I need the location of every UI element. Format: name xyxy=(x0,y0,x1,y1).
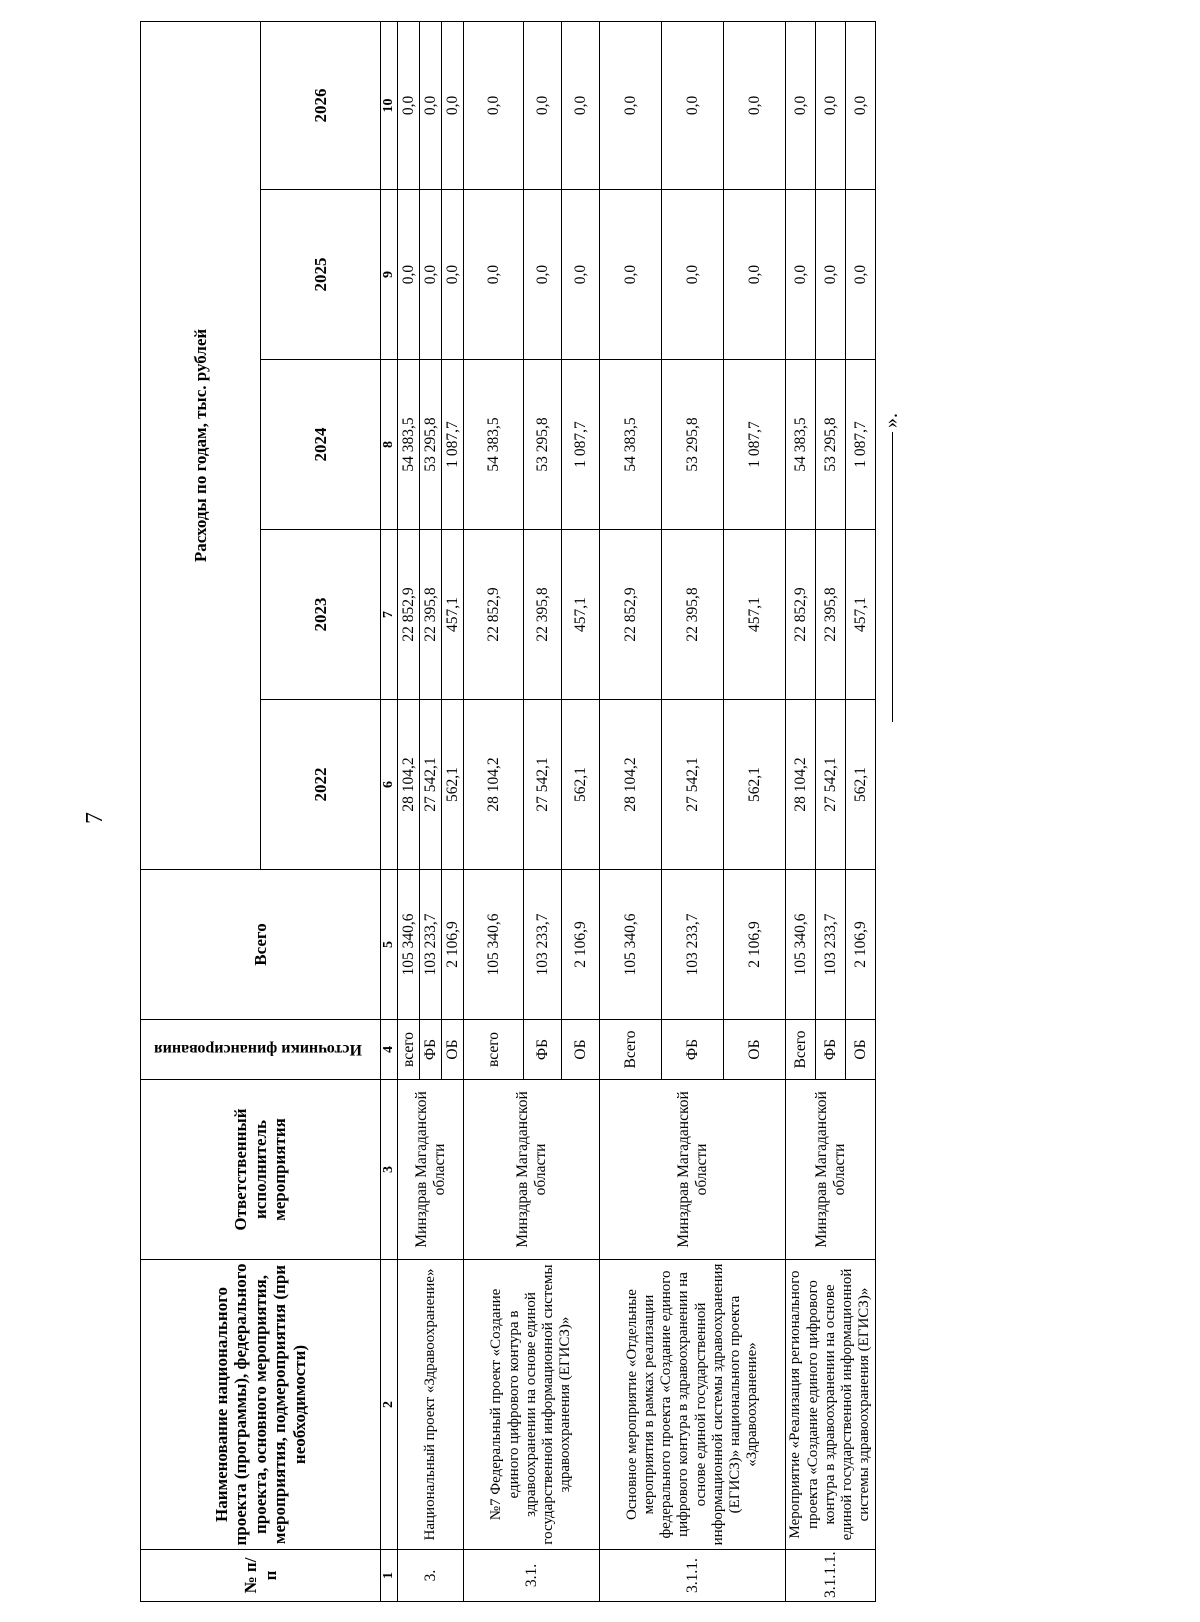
row-number: 3.1.1.1. xyxy=(786,1550,876,1602)
cell-total: 103 233,7 xyxy=(524,870,562,1020)
cell-total: 105 340,6 xyxy=(398,870,420,1020)
cell-2026: 0,0 xyxy=(442,21,464,189)
cell-2023: 457,1 xyxy=(724,530,786,700)
cell-source: всего xyxy=(464,1020,524,1080)
cell-2024: 53 295,8 xyxy=(662,360,724,530)
cell-2025: 0,0 xyxy=(562,190,600,360)
cell-total: 2 106,9 xyxy=(562,870,600,1020)
column-number: 4 xyxy=(381,1020,398,1080)
table-body xyxy=(381,21,876,1601)
cell-2026: 0,0 xyxy=(846,21,876,189)
cell-2024: 54 383,5 xyxy=(786,360,816,530)
cell-2026: 0,0 xyxy=(398,21,420,189)
cell-total: 2 106,9 xyxy=(442,870,464,1020)
column-number: 3 xyxy=(381,1080,398,1260)
cell-2024: 53 295,8 xyxy=(524,360,562,530)
table-row xyxy=(464,21,524,1601)
cell-2026: 0,0 xyxy=(816,21,846,189)
cell-2024: 54 383,5 xyxy=(464,360,524,530)
row-name: №7 Федеральный проект «Создание единого цифрового контура в здравоохранении на основе единой государственной информационной системы здравоохранения (ЕГИСЗ)» xyxy=(464,1260,600,1550)
closing-mark xyxy=(880,413,903,722)
row-number: 3. xyxy=(398,1550,464,1602)
closing-line xyxy=(892,432,893,722)
cell-2026: 0,0 xyxy=(464,21,524,189)
row-executor: Минздрав Магаданской области xyxy=(464,1080,600,1260)
cell-total: 103 233,7 xyxy=(420,870,442,1020)
cell-2025: 0,0 xyxy=(398,190,420,360)
page-number: 7 xyxy=(82,812,108,824)
column-number: 5 xyxy=(381,870,398,1020)
header-source-label: Источники финансирования xyxy=(154,1041,363,1059)
cell-2025: 0,0 xyxy=(846,190,876,360)
column-number: 7 xyxy=(381,530,398,700)
cell-2023: 22 852,9 xyxy=(398,530,420,700)
cell-source: ФБ xyxy=(816,1020,846,1080)
cell-2024: 1 087,7 xyxy=(724,360,786,530)
cell-2023: 457,1 xyxy=(846,530,876,700)
cell-source: ОБ xyxy=(846,1020,876,1080)
cell-2023: 457,1 xyxy=(442,530,464,700)
cell-total: 2 106,9 xyxy=(724,870,786,1020)
cell-2026: 0,0 xyxy=(662,21,724,189)
cell-2024: 53 295,8 xyxy=(816,360,846,530)
column-number: 10 xyxy=(381,21,398,189)
cell-2024: 1 087,7 xyxy=(562,360,600,530)
header-year: 2023 xyxy=(261,530,381,700)
cell-2024: 54 383,5 xyxy=(398,360,420,530)
header-year: 2026 xyxy=(261,21,381,189)
column-number: 6 xyxy=(381,700,398,870)
cell-total: 105 340,6 xyxy=(786,870,816,1020)
header-year: 2022 xyxy=(261,700,381,870)
column-number: 9 xyxy=(381,190,398,360)
cell-2023: 22 852,9 xyxy=(786,530,816,700)
cell-2022: 562,1 xyxy=(724,700,786,870)
header-executor: Ответственный исполнитель мероприятия xyxy=(141,1080,381,1260)
cell-2023: 22 395,8 xyxy=(420,530,442,700)
row-number: 3.1. xyxy=(464,1550,600,1602)
cell-2022: 28 104,2 xyxy=(600,700,662,870)
cell-2025: 0,0 xyxy=(816,190,846,360)
header-total: Всего xyxy=(141,870,381,1020)
cell-2022: 27 542,1 xyxy=(662,700,724,870)
cell-source: ОБ xyxy=(442,1020,464,1080)
cell-2025: 0,0 xyxy=(724,190,786,360)
cell-2023: 22 852,9 xyxy=(600,530,662,700)
cell-2023: 22 395,8 xyxy=(662,530,724,700)
cell-2022: 28 104,2 xyxy=(398,700,420,870)
cell-2024: 1 087,7 xyxy=(442,360,464,530)
cell-2022: 28 104,2 xyxy=(464,700,524,870)
cell-2026: 0,0 xyxy=(420,21,442,189)
cell-2026: 0,0 xyxy=(724,21,786,189)
cell-total: 105 340,6 xyxy=(600,870,662,1020)
cell-2025: 0,0 xyxy=(786,190,816,360)
cell-source: ФБ xyxy=(420,1020,442,1080)
column-number: 1 xyxy=(381,1550,398,1602)
cell-2024: 1 087,7 xyxy=(846,360,876,530)
cell-2022: 562,1 xyxy=(846,700,876,870)
cell-2024: 54 383,5 xyxy=(600,360,662,530)
column-number: 2 xyxy=(381,1260,398,1550)
cell-2026: 0,0 xyxy=(600,21,662,189)
cell-source: всего xyxy=(398,1020,420,1080)
row-name: Мероприятие «Реализация регионального проекта «Создание единого цифрового контура в здравоохранении на основе единой государственной информационной системы здравоохранения (ЕГИСЗ)» xyxy=(786,1260,876,1550)
cell-total: 105 340,6 xyxy=(464,870,524,1020)
cell-2025: 0,0 xyxy=(464,190,524,360)
cell-source: ФБ xyxy=(662,1020,724,1080)
cell-2024: 53 295,8 xyxy=(420,360,442,530)
cell-2025: 0,0 xyxy=(662,190,724,360)
cell-2022: 27 542,1 xyxy=(816,700,846,870)
cell-source: Всего xyxy=(786,1020,816,1080)
cell-source: ОБ xyxy=(724,1020,786,1080)
cell-total: 2 106,9 xyxy=(846,870,876,1020)
column-numbers-row xyxy=(381,21,398,1601)
cell-2026: 0,0 xyxy=(524,21,562,189)
row-name: Основное мероприятие «Отдельные мероприятия в рамках реализации федерального проекта «Создание единого цифрового контура в здравоохранении на основе единой государственной информационной системы здравоохранения (ЕГИСЗ)» национального проекта «Здравоохранение» xyxy=(600,1260,786,1550)
header-name: Наименование национального проекта (программы), федерального проекта, основного мероприятия, мероприятия, подмероприятия (при необходимости) xyxy=(141,1260,381,1550)
row-executor: Минздрав Магаданской области xyxy=(600,1080,786,1260)
header-year: 2025 xyxy=(261,190,381,360)
row-executor: Минздрав Магаданской области xyxy=(786,1080,876,1260)
row-executor: Минздрав Магаданской области xyxy=(398,1080,464,1260)
cell-2025: 0,0 xyxy=(600,190,662,360)
column-number: 8 xyxy=(381,360,398,530)
cell-2026: 0,0 xyxy=(562,21,600,189)
header-source xyxy=(141,1020,381,1080)
cell-2025: 0,0 xyxy=(524,190,562,360)
cell-total: 103 233,7 xyxy=(816,870,846,1020)
cell-2025: 0,0 xyxy=(442,190,464,360)
cell-source: Всего xyxy=(600,1020,662,1080)
cell-2022: 28 104,2 xyxy=(786,700,816,870)
cell-2022: 27 542,1 xyxy=(524,700,562,870)
header-years-group: Расходы по годам, тыс. рублей xyxy=(141,21,261,869)
header-year: 2024 xyxy=(261,360,381,530)
table-row xyxy=(786,21,816,1601)
cell-2022: 27 542,1 xyxy=(420,700,442,870)
cell-2026: 0,0 xyxy=(786,21,816,189)
row-number: 3.1.1. xyxy=(600,1550,786,1602)
cell-source: ФБ xyxy=(524,1020,562,1080)
cell-2023: 457,1 xyxy=(562,530,600,700)
closing-quote: ». xyxy=(880,413,902,428)
cell-total: 103 233,7 xyxy=(662,870,724,1020)
financing-table xyxy=(140,21,876,1602)
table-row xyxy=(398,21,420,1601)
header-num: № п/п xyxy=(141,1550,381,1602)
cell-2022: 562,1 xyxy=(442,700,464,870)
cell-2023: 22 395,8 xyxy=(816,530,846,700)
cell-2022: 562,1 xyxy=(562,700,600,870)
cell-2023: 22 395,8 xyxy=(524,530,562,700)
cell-source: ОБ xyxy=(562,1020,600,1080)
cell-2025: 0,0 xyxy=(420,190,442,360)
cell-2023: 22 852,9 xyxy=(464,530,524,700)
row-name: Национальный проект «Здравоохранение» xyxy=(398,1260,464,1550)
table-row xyxy=(600,21,662,1601)
